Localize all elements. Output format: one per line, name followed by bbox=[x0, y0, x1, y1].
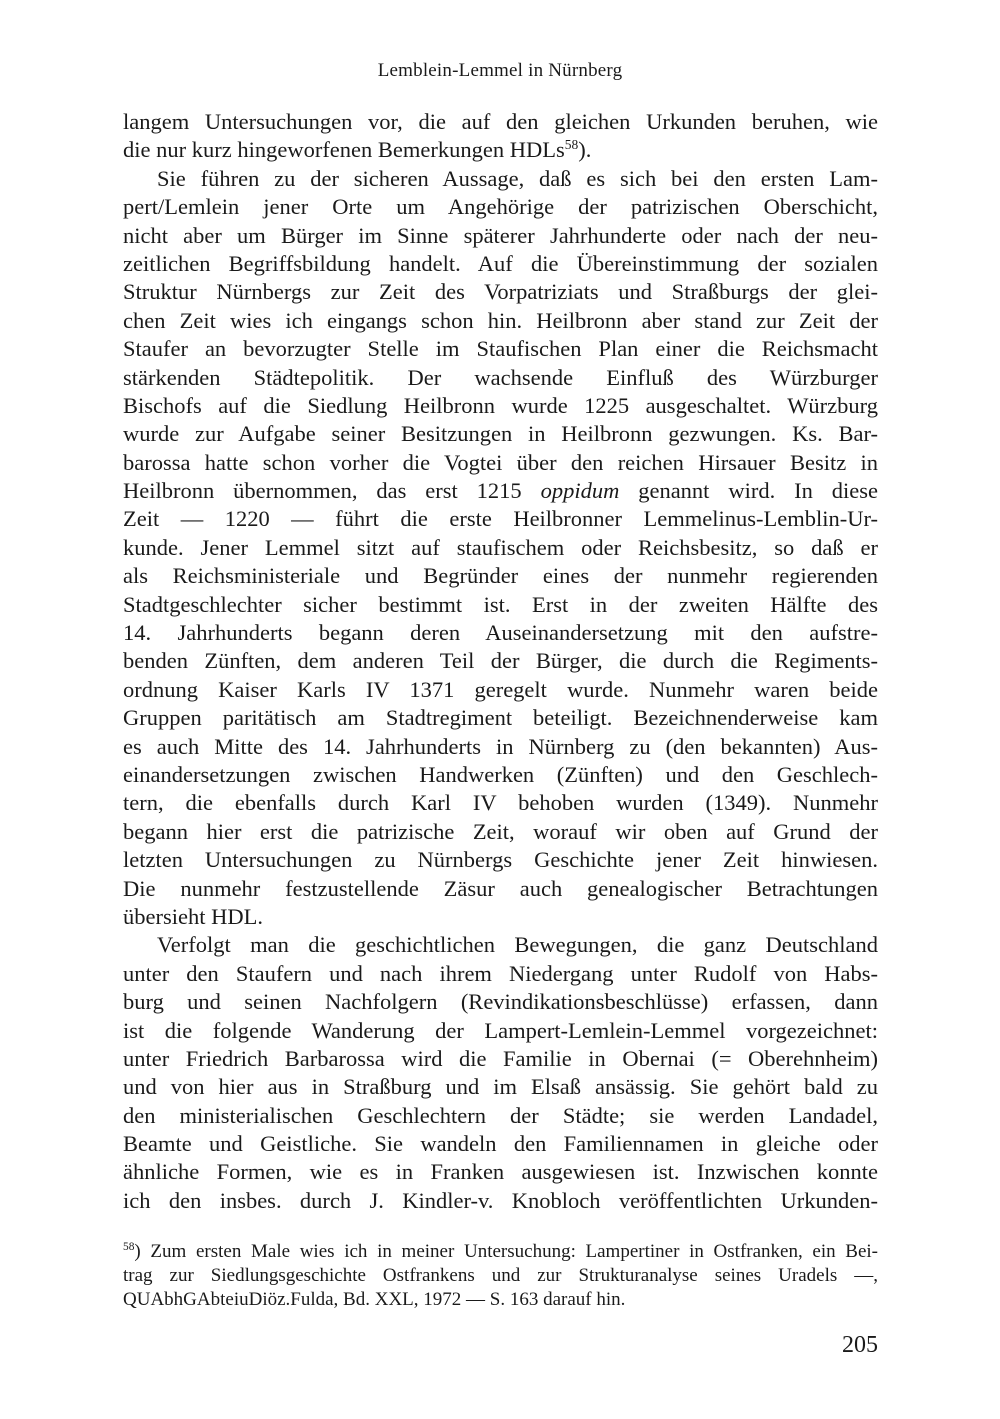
text-line-content: tern, die ebenfalls durch Karl IV behoben wurden (1349). Nunmehr bbox=[123, 790, 878, 816]
text-line-content: 14. Jahrhunderts begann deren Auseinandersetzung mit den aufstre- bbox=[123, 620, 878, 646]
text-line-content: zeitlichen Begriffsbildung handelt. Auf die Übereinstimmung der sozialen bbox=[123, 250, 878, 276]
text-line bbox=[123, 193, 878, 221]
text-line-content: stärkenden Städtepolitik. Der wachsende Einfluß des Würzburger bbox=[123, 364, 878, 390]
text-line bbox=[123, 1017, 878, 1045]
text-line bbox=[123, 761, 878, 789]
text-line bbox=[123, 307, 878, 335]
text-line-content: ähnliche Formen, wie es in Franken ausgewiesen ist. Inzwischen konnte bbox=[123, 1159, 878, 1185]
text-line bbox=[123, 903, 878, 931]
text-line-tail: ). bbox=[578, 137, 592, 163]
text-line bbox=[123, 846, 878, 874]
text-line bbox=[123, 647, 878, 675]
footnote-marker-paren: ) bbox=[134, 1241, 141, 1262]
text-line-tail: genannt wird. In diese bbox=[619, 478, 878, 504]
text-line bbox=[123, 619, 878, 647]
text-line bbox=[123, 1073, 878, 1101]
text-line-content: Die nunmehr festzustellende Zäsur auch genealogischer Betrachtungen bbox=[123, 875, 878, 901]
text-line-content: wurde zur Aufgabe seiner Besitzungen in Heilbronn gezwungen. Ks. Bar- bbox=[123, 421, 878, 447]
text-line bbox=[123, 789, 878, 817]
text-line-content: Staufer an bevorzugter Stelle im Staufischen Plan einer die Reichsmacht bbox=[123, 336, 878, 362]
text-line bbox=[123, 534, 878, 562]
text-line bbox=[123, 988, 878, 1016]
text-line bbox=[123, 505, 878, 533]
text-line bbox=[123, 931, 878, 959]
text-line-content: begann hier erst die patrizische Zeit, worauf wir oben auf Grund der bbox=[123, 818, 878, 844]
text-line-content: nicht aber um Bürger im Sinne späterer Jahrhunderte oder nach der neu- bbox=[123, 222, 878, 248]
running-head: Lemblein-Lemmel in Nürnberg bbox=[377, 60, 623, 81]
text-line-content: Struktur Nürnbergs zur Zeit des Vorpatriziats und Straßburgs der glei- bbox=[123, 279, 878, 305]
text-line-content: Stadtgeschlechter sicher bestimmt ist. Erst in der zweiten Hälfte des bbox=[123, 591, 878, 617]
footnote-marker: 58 bbox=[123, 1241, 135, 1254]
text-line bbox=[123, 136, 878, 164]
footnote-line-content: QUAbhGAbteiuDiöz.Fulda, Bd. XXL, 1972 — S. 163 darauf hin. bbox=[123, 1289, 626, 1310]
text-line bbox=[123, 477, 878, 505]
text-line-content: unter Friedrich Barbarossa wird die Familie in Obernai (= Oberehnheim) bbox=[123, 1045, 878, 1071]
text-line bbox=[123, 676, 878, 704]
text-line bbox=[123, 449, 878, 477]
text-line bbox=[123, 1045, 878, 1073]
text-line-content: kunde. Jener Lemmel sitzt auf staufischem oder Reichsbesitz, so daß er bbox=[123, 534, 878, 560]
footnote-reference: 58 bbox=[564, 137, 579, 153]
text-line-content: langem Untersuchungen vor, die auf den gleichen Urkunden beruhen, wie bbox=[123, 109, 878, 134]
text-line-content: Verfolgt man die geschichtlichen Bewegungen, die ganz Deutschland bbox=[157, 932, 878, 958]
text-line bbox=[123, 704, 878, 732]
text-line-content: Heilbronn übernommen, das erst 1215 bbox=[123, 478, 541, 504]
text-line bbox=[123, 108, 878, 136]
text-line-content: Gruppen paritätisch am Stadtregiment beteiligt. Bezeichnenderweise kam bbox=[123, 705, 878, 731]
text-line-content: und von hier aus in Straßburg und im Elsaß ansässig. Sie gehört bald zu bbox=[123, 1074, 878, 1100]
text-line bbox=[123, 733, 878, 761]
text-line-content: Beamte und Geistliche. Sie wandeln den Familiennamen in gleiche oder bbox=[123, 1131, 878, 1157]
footnote-line bbox=[123, 1240, 878, 1264]
text-line bbox=[123, 222, 878, 250]
text-line-content: ordnung Kaiser Karls IV 1371 geregelt wurde. Nunmehr waren beide bbox=[123, 676, 878, 702]
text-line bbox=[123, 165, 878, 193]
text-line-content: barossa hatte schon vorher die Vogtei über den reichen Hirsauer Besitz in bbox=[123, 449, 878, 475]
text-line-content: pert/Lemlein jener Orte um Angehörige der patrizischen Oberschicht, bbox=[123, 194, 878, 220]
text-line-content: einandersetzungen zwischen Handwerken (Zünften) und den Geschlech- bbox=[123, 761, 878, 787]
text-line-content: Bischofs auf die Siedlung Heilbronn wurde 1225 ausgeschaltet. Würzburg bbox=[123, 392, 878, 418]
italic-term: oppidum bbox=[540, 478, 620, 504]
text-line-content: benden Zünften, dem anderen Teil der Bürger, die durch die Regiments- bbox=[123, 648, 878, 674]
footnote-line-content: Zum ersten Male wies ich in meiner Untersuchung: Lampertiner in Ostfranken, ein Bei- bbox=[140, 1241, 878, 1262]
footnote bbox=[123, 1240, 878, 1312]
text-line bbox=[123, 875, 878, 903]
text-line bbox=[123, 335, 878, 363]
text-line bbox=[123, 591, 878, 619]
text-line bbox=[123, 1158, 878, 1186]
text-line-content: chen Zeit wies ich eingangs schon hin. Heilbronn aber stand zur Zeit der bbox=[123, 307, 878, 333]
text-line-content: als Reichsministeriale und Begründer eines der nunmehr regierenden bbox=[123, 563, 878, 589]
text-line bbox=[123, 392, 878, 420]
text-line-content: den ministerialischen Geschlechtern der Städte; sie werden Landadel, bbox=[123, 1102, 878, 1128]
text-line-content: burg und seinen Nachfolgern (Revindikationsbeschlüsse) erfassen, dann bbox=[123, 989, 878, 1015]
text-line bbox=[123, 278, 878, 306]
text-line-content: es auch Mitte des 14. Jahrhunderts in Nürnberg zu (den bekannten) Aus- bbox=[123, 733, 878, 759]
text-line bbox=[123, 364, 878, 392]
main-text bbox=[123, 108, 878, 1215]
footnote-line bbox=[123, 1264, 878, 1288]
footnote-line-content: trag zur Siedlungsgeschichte Ostfrankens und zur Strukturanalyse seines Uradels —, bbox=[123, 1265, 878, 1286]
text-line-content: ich den insbes. durch J. Kindler-v. Knobloch veröffentlichten Urkunden- bbox=[123, 1187, 878, 1213]
text-line-content: Sie führen zu der sicheren Aussage, daß es sich bei den ersten Lam- bbox=[157, 165, 878, 191]
text-line bbox=[123, 960, 878, 988]
text-line bbox=[123, 1187, 878, 1215]
text-line bbox=[123, 562, 878, 590]
text-line-content: übersieht HDL. bbox=[123, 903, 263, 929]
text-line-content: letzten Untersuchungen zu Nürnbergs Geschichte jener Zeit hinwiesen. bbox=[123, 847, 878, 873]
text-line-content: Zeit — 1220 — führt die erste Heilbronner Lemmelinus-Lemblin-Ur- bbox=[123, 506, 878, 532]
footnote-line bbox=[123, 1288, 878, 1312]
text-line-content: ist die folgende Wanderung der Lampert-Lemlein-Lemmel vorgezeichnet: bbox=[123, 1017, 878, 1043]
text-line bbox=[123, 1102, 878, 1130]
text-line bbox=[123, 1130, 878, 1158]
page-number: 205 bbox=[842, 1332, 878, 1358]
text-line bbox=[123, 250, 878, 278]
text-line bbox=[123, 420, 878, 448]
text-line-content: unter den Staufern und nach ihrem Niedergang unter Rudolf von Habs- bbox=[123, 960, 878, 986]
text-line-content: die nur kurz hingeworfenen Bemerkungen HDLs bbox=[123, 137, 565, 163]
text-line bbox=[123, 818, 878, 846]
